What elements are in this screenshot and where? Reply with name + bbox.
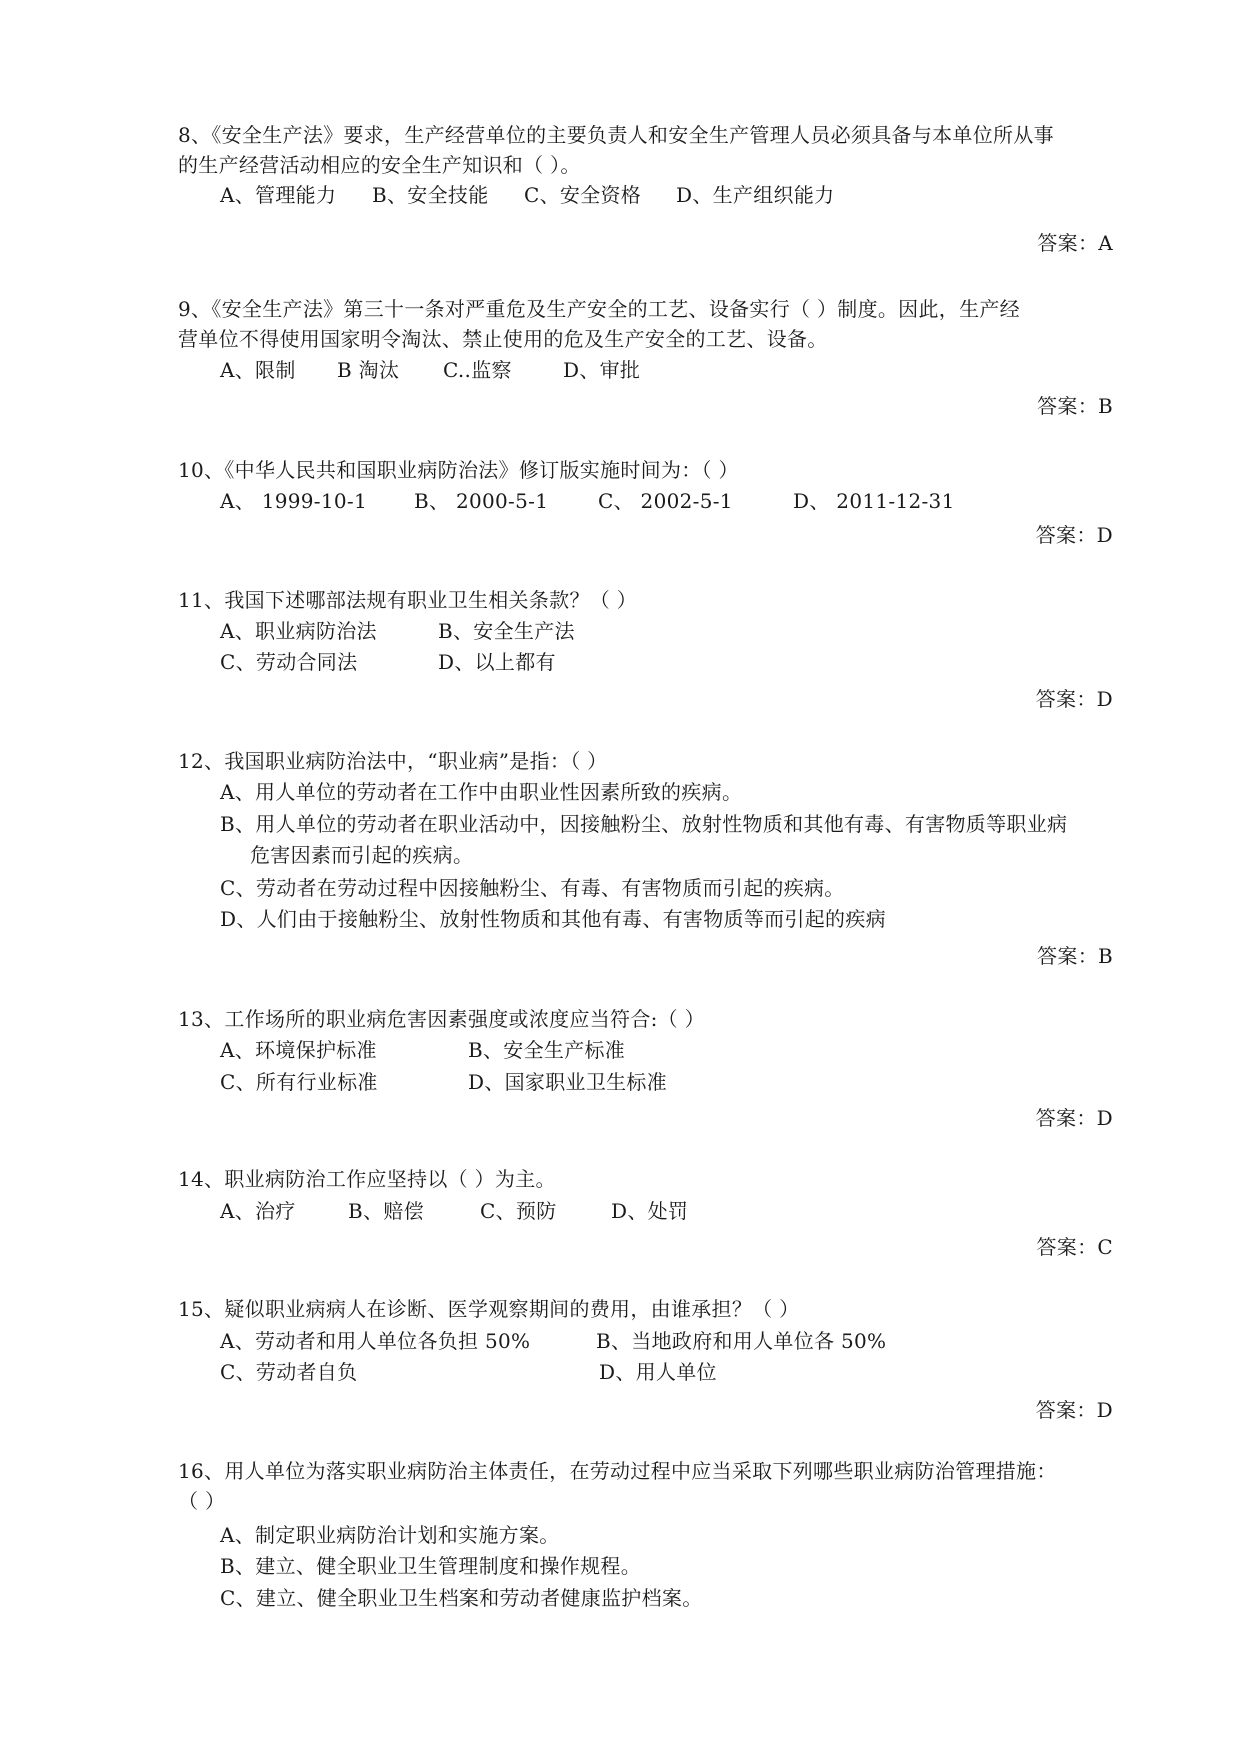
question-13-line-1: 13、工作场所的职业病危害因素强度或浓度应当符合:（ ） bbox=[178, 1007, 705, 1031]
option-8-b: B、安全技能 bbox=[372, 183, 489, 207]
option-10-a: A、 1999-10-1 bbox=[220, 489, 367, 513]
option-10-b: B、 2000-5-1 bbox=[414, 489, 549, 513]
question-16-line-1: 16、用人单位为落实职业病防治主体责任，在劳动过程中应当采取下列哪些职业病防治管理措施： bbox=[178, 1459, 1057, 1483]
option-14-b: B、赔偿 bbox=[348, 1199, 424, 1223]
option-13-d: D、国家职业卫生标准 bbox=[468, 1070, 668, 1094]
option-15-b: B、当地政府和用人单位各 50% bbox=[596, 1329, 887, 1353]
option-11-b: B、安全生产法 bbox=[438, 619, 575, 643]
answer-10: 答案：D bbox=[1035, 523, 1113, 547]
question-11-line-1: 11、我国下述哪部法规有职业卫生相关条款？（ ） bbox=[178, 588, 638, 612]
question-15-line-1: 15、疑似职业病病人在诊断、医学观察期间的费用，由谁承担？（ ） bbox=[178, 1297, 800, 1321]
option-14-c: C、预防 bbox=[480, 1199, 557, 1223]
question-12-line-1: 12、我国职业病防治法中，“职业病”是指：（ ） bbox=[178, 749, 608, 773]
answer-14: 答案：C bbox=[1036, 1235, 1113, 1259]
option-9-d: D、审批 bbox=[563, 358, 641, 382]
question-16-line-2: （ ） bbox=[178, 1489, 226, 1513]
option-16-b: B、建立、健全职业卫生管理制度和操作规程。 bbox=[220, 1554, 641, 1578]
option-8-a: A、管理能力 bbox=[220, 183, 337, 207]
option-13-a: A、环境保护标准 bbox=[220, 1038, 377, 1062]
option-14-d: D、处罚 bbox=[611, 1199, 689, 1223]
answer-11: 答案：D bbox=[1035, 687, 1113, 711]
option-13-c: C、所有行业标准 bbox=[220, 1070, 378, 1094]
option-10-c: C、 2002-5-1 bbox=[598, 489, 733, 513]
answer-12: 答案：B bbox=[1037, 944, 1113, 968]
option-15-d: D、用人单位 bbox=[599, 1360, 717, 1384]
option-15-c: C、劳动者自负 bbox=[220, 1360, 358, 1384]
question-10-line-1: 10、《中华人民共和国职业病防治法》修订版实施时间为：（ ） bbox=[178, 458, 739, 482]
option-9-c: C..监察 bbox=[443, 358, 512, 382]
option-12-a: A、用人单位的劳动者在工作中由职业性因素所致的疾病。 bbox=[220, 780, 743, 804]
answer-13: 答案：D bbox=[1035, 1106, 1113, 1130]
option-14-a: A、治疗 bbox=[220, 1199, 296, 1223]
option-11-d: D、以上都有 bbox=[438, 650, 556, 674]
option-12-b: B、用人单位的劳动者在职业活动中，因接触粉尘、放射性物质和其他有毒、有害物质等职业病 bbox=[220, 812, 1068, 836]
answer-15: 答案：D bbox=[1035, 1398, 1113, 1422]
option-16-a: A、制定职业病防治计划和实施方案。 bbox=[220, 1523, 560, 1547]
option-12-b-cont: 危害因素而引起的疾病。 bbox=[250, 843, 474, 867]
answer-9: 答案：B bbox=[1037, 394, 1113, 418]
option-8-d: D、生产组织能力 bbox=[676, 183, 835, 207]
answer-8: 答案：A bbox=[1037, 231, 1113, 255]
question-9-line-2: 营单位不得使用国家明令淘汰、禁止使用的危及生产安全的工艺、设备。 bbox=[178, 327, 828, 351]
option-16-c: C、建立、健全职业卫生档案和劳动者健康监护档案。 bbox=[220, 1586, 703, 1610]
option-11-c: C、劳动合同法 bbox=[220, 650, 358, 674]
option-15-a: A、劳动者和用人单位各负担 50% bbox=[220, 1329, 531, 1353]
question-8-line-1: 8、《安全生产法》要求，生产经营单位的主要负责人和安全生产管理人员必须具备与本单位所从事 bbox=[178, 123, 1054, 147]
option-9-a: A、限制 bbox=[220, 358, 296, 382]
option-11-a: A、职业病防治法 bbox=[220, 619, 377, 643]
option-12-c: C、劳动者在劳动过程中因接触粉尘、有毒、有害物质而引起的疾病。 bbox=[220, 876, 845, 900]
question-14-line-1: 14、职业病防治工作应坚持以（ ）为主。 bbox=[178, 1167, 556, 1191]
question-8-line-2: 的生产经营活动相应的安全生产知识和（ ）。 bbox=[178, 153, 581, 177]
option-8-c: C、安全资格 bbox=[524, 183, 642, 207]
option-13-b: B、安全生产标准 bbox=[468, 1038, 626, 1062]
question-9-line-1: 9、《安全生产法》第三十一条对严重危及生产安全的工艺、设备实行（ ）制度。因此，生产经 bbox=[178, 297, 1020, 321]
option-12-d: D、人们由于接触粉尘、放射性物质和其他有毒、有害物质等而引起的疾病 bbox=[220, 907, 886, 931]
option-9-b: B 淘汰 bbox=[337, 358, 400, 382]
option-10-d: D、 2011-12-31 bbox=[793, 489, 955, 513]
